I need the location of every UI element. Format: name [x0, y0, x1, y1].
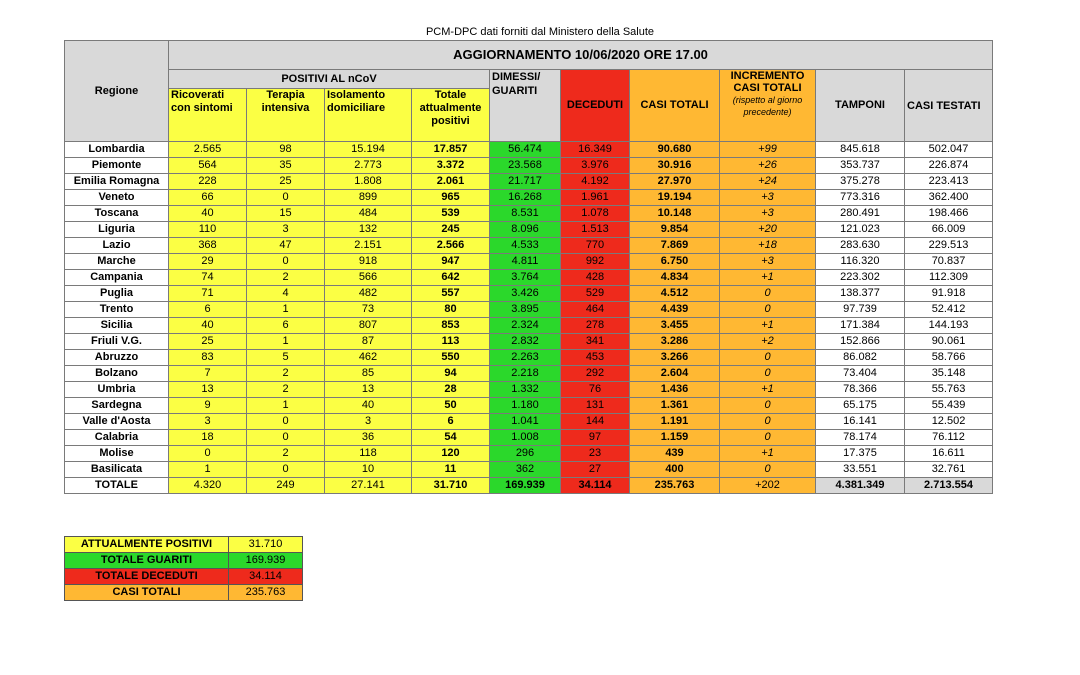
summary-value: 34.114: [229, 569, 303, 585]
cell-incremento: +202: [720, 478, 816, 494]
cell-deceduti: 529: [561, 286, 630, 302]
cell-totale-positivi: 557: [412, 286, 490, 302]
cell-isolamento: 3: [325, 414, 412, 430]
cell-incremento: +1: [720, 382, 816, 398]
cell-terapia: 1: [247, 334, 325, 350]
cell-totale-positivi: 80: [412, 302, 490, 318]
cell-ricoverati: 110: [169, 222, 247, 238]
table-row: [65, 190, 993, 206]
cell-casi-totali: 3.266: [630, 350, 720, 366]
cell-isolamento: 40: [325, 398, 412, 414]
cell-tamponi: 283.630: [816, 238, 905, 254]
table-row: [65, 430, 993, 446]
cell-tamponi: 152.866: [816, 334, 905, 350]
table-row: [65, 206, 993, 222]
cell-casi-totali: 1.159: [630, 430, 720, 446]
cell-casi-totali: 439: [630, 446, 720, 462]
cell-region: Calabria: [65, 430, 169, 446]
cell-casi-totali: 1.436: [630, 382, 720, 398]
cell-terapia: 0: [247, 414, 325, 430]
cell-totale-positivi: 3.372: [412, 158, 490, 174]
header-casi-totali: CASI TOTALI: [630, 70, 720, 142]
cell-casi-testati: 2.713.554: [905, 478, 993, 494]
table-row: [65, 446, 993, 462]
cell-ricoverati: 13: [169, 382, 247, 398]
cell-deceduti: 453: [561, 350, 630, 366]
cell-terapia: 98: [247, 142, 325, 158]
cell-totale-positivi: 54: [412, 430, 490, 446]
cell-incremento: +26: [720, 158, 816, 174]
header-incremento: [720, 70, 816, 142]
cell-tamponi: 121.023: [816, 222, 905, 238]
table-row: [65, 462, 993, 478]
cell-deceduti: 464: [561, 302, 630, 318]
cell-casi-totali: 4.834: [630, 270, 720, 286]
cell-region: Lazio: [65, 238, 169, 254]
cell-isolamento: 27.141: [325, 478, 412, 494]
cell-deceduti: 770: [561, 238, 630, 254]
cell-region: Toscana: [65, 206, 169, 222]
table-row: [65, 286, 993, 302]
cell-incremento: +2: [720, 334, 816, 350]
cell-deceduti: 278: [561, 318, 630, 334]
table-row: [65, 222, 993, 238]
cell-casi-testati: 90.061: [905, 334, 993, 350]
cell-region: Trento: [65, 302, 169, 318]
cell-casi-testati: 502.047: [905, 142, 993, 158]
cell-incremento: 0: [720, 366, 816, 382]
cell-isolamento: 10: [325, 462, 412, 478]
cell-incremento: 0: [720, 398, 816, 414]
header-incremento-note: (rispetto al giorno precedente): [732, 95, 803, 117]
cell-tamponi: 375.278: [816, 174, 905, 190]
cell-isolamento: 87: [325, 334, 412, 350]
cell-isolamento: 85: [325, 366, 412, 382]
cell-casi-totali: 27.970: [630, 174, 720, 190]
cell-casi-testati: 32.761: [905, 462, 993, 478]
cell-dimessi: 1.041: [490, 414, 561, 430]
cell-dimessi: 2.218: [490, 366, 561, 382]
cell-terapia: 0: [247, 462, 325, 478]
cell-terapia: 0: [247, 430, 325, 446]
cell-totale-positivi: 31.710: [412, 478, 490, 494]
header-positivi-group: POSITIVI AL nCoV: [169, 70, 490, 89]
cell-totale-positivi: 539: [412, 206, 490, 222]
cell-deceduti: 292: [561, 366, 630, 382]
table-row: [65, 142, 993, 158]
summary-row: [65, 537, 303, 553]
cell-dimessi: 1.332: [490, 382, 561, 398]
summary-label: CASI TOTALI: [65, 585, 229, 601]
cell-incremento: 0: [720, 350, 816, 366]
cell-ricoverati: 6: [169, 302, 247, 318]
header-region: Regione: [65, 41, 169, 142]
cell-tamponi: 773.316: [816, 190, 905, 206]
cell-dimessi: 21.717: [490, 174, 561, 190]
table-row: [65, 398, 993, 414]
summary-value: 235.763: [229, 585, 303, 601]
cell-incremento: 0: [720, 302, 816, 318]
total-row: [65, 478, 993, 494]
header-deceduti: DECEDUTI: [561, 70, 630, 142]
cell-tamponi: 97.739: [816, 302, 905, 318]
cell-tamponi: 16.141: [816, 414, 905, 430]
cell-region: Marche: [65, 254, 169, 270]
cell-isolamento: 15.194: [325, 142, 412, 158]
cell-dimessi: 3.895: [490, 302, 561, 318]
cell-totale-positivi: 50: [412, 398, 490, 414]
summary-value: 169.939: [229, 553, 303, 569]
cell-ricoverati: 29: [169, 254, 247, 270]
cell-region: Friuli V.G.: [65, 334, 169, 350]
cell-deceduti: 341: [561, 334, 630, 350]
cell-casi-testati: 70.837: [905, 254, 993, 270]
cell-ricoverati: 74: [169, 270, 247, 286]
header-casi-testati: CASI TESTATI: [905, 70, 993, 142]
cell-deceduti: 1.513: [561, 222, 630, 238]
cell-tamponi: 73.404: [816, 366, 905, 382]
cell-deceduti: 3.976: [561, 158, 630, 174]
cell-tamponi: 353.737: [816, 158, 905, 174]
cell-deceduti: 97: [561, 430, 630, 446]
table-row: [65, 254, 993, 270]
cell-casi-testati: 58.766: [905, 350, 993, 366]
cell-isolamento: 484: [325, 206, 412, 222]
cell-casi-testati: 55.439: [905, 398, 993, 414]
cell-dimessi: 3.426: [490, 286, 561, 302]
cell-isolamento: 918: [325, 254, 412, 270]
cell-isolamento: 2.151: [325, 238, 412, 254]
cell-casi-testati: 362.400: [905, 190, 993, 206]
cell-totale-positivi: 28: [412, 382, 490, 398]
cell-casi-testati: 198.466: [905, 206, 993, 222]
cell-totale-positivi: 853: [412, 318, 490, 334]
cell-incremento: +18: [720, 238, 816, 254]
cell-terapia: 0: [247, 254, 325, 270]
cell-casi-totali: 6.750: [630, 254, 720, 270]
cell-ricoverati: 228: [169, 174, 247, 190]
table-row: [65, 174, 993, 190]
cell-ricoverati: 3: [169, 414, 247, 430]
cell-terapia: 2: [247, 446, 325, 462]
cell-ricoverati: 0: [169, 446, 247, 462]
cell-totale-positivi: 17.857: [412, 142, 490, 158]
cell-isolamento: 807: [325, 318, 412, 334]
cell-casi-totali: 4.439: [630, 302, 720, 318]
cell-deceduti: 992: [561, 254, 630, 270]
cell-incremento: 0: [720, 430, 816, 446]
cell-totale-positivi: 245: [412, 222, 490, 238]
cell-region: Basilicata: [65, 462, 169, 478]
cell-region: TOTALE: [65, 478, 169, 494]
cell-ricoverati: 83: [169, 350, 247, 366]
table-row: [65, 318, 993, 334]
summary-value: 31.710: [229, 537, 303, 553]
cell-tamponi: 223.302: [816, 270, 905, 286]
cell-dimessi: 2.263: [490, 350, 561, 366]
table-row: [65, 334, 993, 350]
cell-casi-totali: 235.763: [630, 478, 720, 494]
cell-incremento: 0: [720, 462, 816, 478]
cell-deceduti: 1.078: [561, 206, 630, 222]
header-ricoverati: Ricoverati con sintomi: [169, 89, 247, 142]
cell-dimessi: 1.180: [490, 398, 561, 414]
cell-casi-totali: 2.604: [630, 366, 720, 382]
summary-row: [65, 553, 303, 569]
cell-totale-positivi: 2.566: [412, 238, 490, 254]
cell-region: Molise: [65, 446, 169, 462]
cell-dimessi: 4.811: [490, 254, 561, 270]
cell-totale-positivi: 965: [412, 190, 490, 206]
summary-label: TOTALE DECEDUTI: [65, 569, 229, 585]
cell-dimessi: 1.008: [490, 430, 561, 446]
cell-region: Lombardia: [65, 142, 169, 158]
cell-tamponi: 138.377: [816, 286, 905, 302]
cell-terapia: 1: [247, 302, 325, 318]
cell-casi-testati: 112.309: [905, 270, 993, 286]
cell-casi-totali: 1.361: [630, 398, 720, 414]
cell-ricoverati: 564: [169, 158, 247, 174]
cell-casi-testati: 76.112: [905, 430, 993, 446]
cell-incremento: +1: [720, 270, 816, 286]
cell-region: Emilia Romagna: [65, 174, 169, 190]
table-row: [65, 270, 993, 286]
cell-totale-positivi: 6: [412, 414, 490, 430]
cell-isolamento: 132: [325, 222, 412, 238]
cell-deceduti: 1.961: [561, 190, 630, 206]
cell-dimessi: 362: [490, 462, 561, 478]
cell-incremento: +1: [720, 446, 816, 462]
cell-region: Piemonte: [65, 158, 169, 174]
cell-casi-testati: 55.763: [905, 382, 993, 398]
summary-label: TOTALE GUARITI: [65, 553, 229, 569]
cell-region: Veneto: [65, 190, 169, 206]
cell-terapia: 0: [247, 190, 325, 206]
cell-region: Sardegna: [65, 398, 169, 414]
cell-incremento: +3: [720, 190, 816, 206]
cell-totale-positivi: 947: [412, 254, 490, 270]
cell-region: Liguria: [65, 222, 169, 238]
cell-totale-positivi: 120: [412, 446, 490, 462]
cell-casi-totali: 1.191: [630, 414, 720, 430]
table-row: [65, 158, 993, 174]
cell-incremento: +1: [720, 318, 816, 334]
cell-casi-testati: 229.513: [905, 238, 993, 254]
cell-incremento: 0: [720, 414, 816, 430]
cell-isolamento: 73: [325, 302, 412, 318]
cell-deceduti: 131: [561, 398, 630, 414]
cell-isolamento: 1.808: [325, 174, 412, 190]
cell-region: Abruzzo: [65, 350, 169, 366]
cell-incremento: 0: [720, 286, 816, 302]
cell-incremento: +3: [720, 254, 816, 270]
cell-region: Umbria: [65, 382, 169, 398]
cell-dimessi: 2.324: [490, 318, 561, 334]
cell-ricoverati: 2.565: [169, 142, 247, 158]
cell-region: Valle d'Aosta: [65, 414, 169, 430]
cell-region: Campania: [65, 270, 169, 286]
cell-casi-totali: 19.194: [630, 190, 720, 206]
cell-incremento: +20: [720, 222, 816, 238]
cell-casi-totali: 3.286: [630, 334, 720, 350]
cell-terapia: 2: [247, 270, 325, 286]
cell-isolamento: 118: [325, 446, 412, 462]
cell-ricoverati: 4.320: [169, 478, 247, 494]
cell-deceduti: 428: [561, 270, 630, 286]
source-note: PCM-DPC dati forniti dal Ministero della Salute: [425, 26, 655, 38]
cell-casi-totali: 10.148: [630, 206, 720, 222]
cell-ricoverati: 1: [169, 462, 247, 478]
cell-casi-testati: 52.412: [905, 302, 993, 318]
cell-tamponi: 280.491: [816, 206, 905, 222]
cell-dimessi: 16.268: [490, 190, 561, 206]
cell-ricoverati: 66: [169, 190, 247, 206]
table-row: [65, 302, 993, 318]
header-tamponi: TAMPONI: [816, 70, 905, 142]
cell-terapia: 35: [247, 158, 325, 174]
cell-incremento: +99: [720, 142, 816, 158]
header-incremento-label: INCREMENTO CASI TOTALI: [730, 70, 805, 94]
cell-terapia: 6: [247, 318, 325, 334]
cell-ricoverati: 40: [169, 206, 247, 222]
cell-dimessi: 296: [490, 446, 561, 462]
table-row: [65, 366, 993, 382]
cell-totale-positivi: 11: [412, 462, 490, 478]
cell-tamponi: 65.175: [816, 398, 905, 414]
cell-region: Puglia: [65, 286, 169, 302]
cell-terapia: 47: [247, 238, 325, 254]
cell-casi-testati: 144.193: [905, 318, 993, 334]
cell-deceduti: 23: [561, 446, 630, 462]
cell-casi-totali: 3.455: [630, 318, 720, 334]
cell-deceduti: 76: [561, 382, 630, 398]
cell-tamponi: 86.082: [816, 350, 905, 366]
cell-tamponi: 17.375: [816, 446, 905, 462]
cell-ricoverati: 40: [169, 318, 247, 334]
cell-terapia: 25: [247, 174, 325, 190]
cell-isolamento: 36: [325, 430, 412, 446]
cell-deceduti: 16.349: [561, 142, 630, 158]
summary-row: [65, 569, 303, 585]
cell-casi-testati: 91.918: [905, 286, 993, 302]
cell-ricoverati: 7: [169, 366, 247, 382]
cell-terapia: 5: [247, 350, 325, 366]
cell-terapia: 1: [247, 398, 325, 414]
cell-casi-testati: 226.874: [905, 158, 993, 174]
summary-row: [65, 585, 303, 601]
cell-tamponi: 78.174: [816, 430, 905, 446]
cell-tamponi: 33.551: [816, 462, 905, 478]
cell-deceduti: 34.114: [561, 478, 630, 494]
cell-dimessi: 4.533: [490, 238, 561, 254]
cell-ricoverati: 9: [169, 398, 247, 414]
cell-isolamento: 462: [325, 350, 412, 366]
cell-tamponi: 845.618: [816, 142, 905, 158]
cell-totale-positivi: 2.061: [412, 174, 490, 190]
summary-label: ATTUALMENTE POSITIVI: [65, 537, 229, 553]
cell-casi-totali: 30.916: [630, 158, 720, 174]
cell-terapia: 2: [247, 366, 325, 382]
cell-dimessi: 8.096: [490, 222, 561, 238]
cell-ricoverati: 71: [169, 286, 247, 302]
cell-isolamento: 482: [325, 286, 412, 302]
summary-table: [64, 536, 303, 601]
cell-casi-testati: 12.502: [905, 414, 993, 430]
cell-totale-positivi: 113: [412, 334, 490, 350]
cell-casi-testati: 223.413: [905, 174, 993, 190]
cell-ricoverati: 18: [169, 430, 247, 446]
header-totale-positivi: Totale attualmente positivi: [412, 89, 490, 142]
covid-region-table: [64, 40, 993, 494]
cell-isolamento: 13: [325, 382, 412, 398]
cell-isolamento: 2.773: [325, 158, 412, 174]
cell-deceduti: 144: [561, 414, 630, 430]
cell-region: Sicilia: [65, 318, 169, 334]
cell-tamponi: 78.366: [816, 382, 905, 398]
cell-dimessi: 169.939: [490, 478, 561, 494]
table-row: [65, 382, 993, 398]
cell-tamponi: 171.384: [816, 318, 905, 334]
cell-ricoverati: 25: [169, 334, 247, 350]
cell-totale-positivi: 642: [412, 270, 490, 286]
cell-dimessi: 8.531: [490, 206, 561, 222]
cell-dimessi: 3.764: [490, 270, 561, 286]
cell-casi-totali: 90.680: [630, 142, 720, 158]
cell-terapia: 4: [247, 286, 325, 302]
cell-isolamento: 899: [325, 190, 412, 206]
cell-deceduti: 27: [561, 462, 630, 478]
cell-casi-testati: 16.611: [905, 446, 993, 462]
cell-terapia: 249: [247, 478, 325, 494]
cell-casi-totali: 400: [630, 462, 720, 478]
cell-casi-testati: 35.148: [905, 366, 993, 382]
cell-casi-totali: 4.512: [630, 286, 720, 302]
cell-dimessi: 56.474: [490, 142, 561, 158]
table-row: [65, 350, 993, 366]
cell-casi-testati: 66.009: [905, 222, 993, 238]
header-terapia: Terapia intensiva: [247, 89, 325, 142]
cell-deceduti: 4.192: [561, 174, 630, 190]
cell-totale-positivi: 94: [412, 366, 490, 382]
table-row: [65, 414, 993, 430]
cell-isolamento: 566: [325, 270, 412, 286]
cell-dimessi: 23.568: [490, 158, 561, 174]
header-dimessi: DIMESSI/ GUARITI: [490, 70, 561, 142]
cell-terapia: 3: [247, 222, 325, 238]
cell-terapia: 15: [247, 206, 325, 222]
cell-incremento: +24: [720, 174, 816, 190]
cell-region: Bolzano: [65, 366, 169, 382]
cell-tamponi: 116.320: [816, 254, 905, 270]
cell-casi-totali: 9.854: [630, 222, 720, 238]
cell-ricoverati: 368: [169, 238, 247, 254]
cell-incremento: +3: [720, 206, 816, 222]
cell-totale-positivi: 550: [412, 350, 490, 366]
update-title: AGGIORNAMENTO 10/06/2020 ORE 17.00: [169, 41, 993, 70]
cell-dimessi: 2.832: [490, 334, 561, 350]
cell-casi-totali: 7.869: [630, 238, 720, 254]
cell-tamponi: 4.381.349: [816, 478, 905, 494]
header-isolamento: Isolamento domiciliare: [325, 89, 412, 142]
table-row: [65, 238, 993, 254]
cell-terapia: 2: [247, 382, 325, 398]
